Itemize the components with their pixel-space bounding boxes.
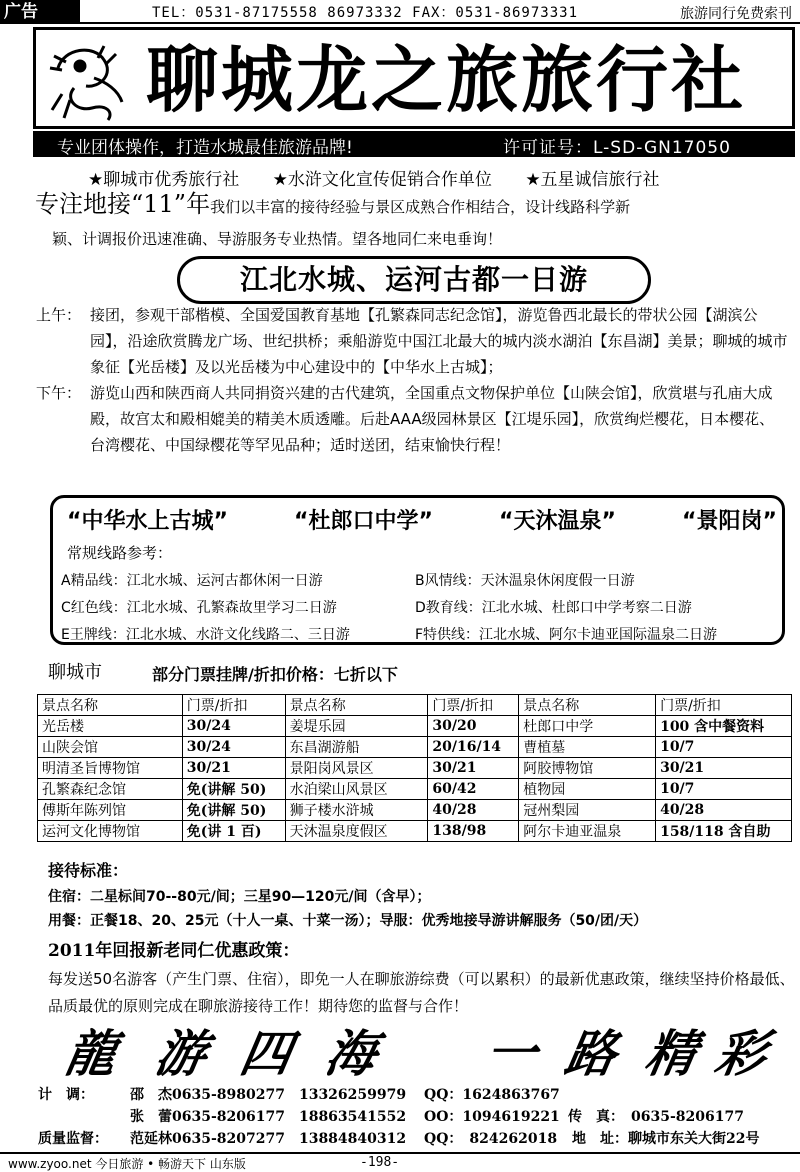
calligraphy-motto xyxy=(60,1024,772,1083)
ticket-price: 40/28 xyxy=(656,800,792,821)
intro-paragraph xyxy=(35,188,795,223)
attraction-name: 孔繁森纪念馆 xyxy=(38,779,183,800)
tour-banner xyxy=(177,256,651,304)
ticket-price: 30/21 xyxy=(428,758,519,779)
afternoon-schedule xyxy=(36,380,788,458)
lodging-standard: 住宿：二星标间70--80元/间；三星90—120元/间（含早）； xyxy=(48,889,431,905)
morning-schedule xyxy=(36,302,788,380)
standards-heading: 接待标准： xyxy=(48,861,129,880)
intro-text-2: 颖、计调报价迅速准确、导游服务专业热情。望各地同仁来电垂询！ xyxy=(52,230,503,248)
page-number: -198- xyxy=(360,1155,400,1170)
ticket-price: 30/21 xyxy=(182,758,285,779)
ticket-price: 30/21 xyxy=(656,758,792,779)
column-header: 门票/折扣 xyxy=(428,695,519,716)
route-item: D教育线：江北水城、杜郎口中学考察二日游 xyxy=(415,600,692,616)
ticket-price: 30/24 xyxy=(182,737,285,758)
tour-title: 江北水城、运河古都一日游 xyxy=(239,263,588,296)
intro-lead: 专注地接“11”年 xyxy=(35,190,211,218)
column-header: 门票/折扣 xyxy=(656,695,792,716)
top-divider xyxy=(0,22,800,24)
attraction-name: 明清圣旨博物馆 xyxy=(38,758,183,779)
column-header: 景点名称 xyxy=(38,695,183,716)
table-row xyxy=(38,779,792,800)
policy-heading: 2011年回报新老同仁优惠政策： xyxy=(48,941,300,961)
ticket-price: 30/24 xyxy=(182,716,285,737)
footer-site: www.zyoo.net 今日旅游 • 畅游天下 山东版 xyxy=(8,1157,246,1171)
ticket-price: 10/7 xyxy=(656,779,792,800)
ticket-price: 40/28 xyxy=(428,800,519,821)
attraction-name: 阿尔卡迪亚温泉 xyxy=(519,821,656,842)
ticket-price: 158/118 含自助 xyxy=(656,821,792,842)
column-header: 景点名称 xyxy=(519,695,656,716)
attraction-name: 杜郎口中学 xyxy=(519,716,656,737)
slogan: 专业团体操作，打造水城最佳旅游品牌! xyxy=(57,138,353,158)
contact-person: 邵 杰0635-8980277 13326259979 xyxy=(130,1087,407,1103)
attraction-name: 阿胶博物馆 xyxy=(519,758,656,779)
attraction-name: 光岳楼 xyxy=(38,716,183,737)
column-header: 景点名称 xyxy=(285,695,428,716)
calligraphy-char: 海 xyxy=(320,1024,382,1083)
route-item: F特供线：江北水城、阿尔卡迪亚国际温泉二日游 xyxy=(415,627,718,643)
highlight-item: “天沐温泉” xyxy=(499,509,616,534)
table-row xyxy=(38,716,792,737)
highlight-item: “景阳岗” xyxy=(682,509,777,534)
attraction-name: 水泊梁山风景区 xyxy=(285,779,428,800)
license-number: 许可证号：L-SD-GN17050 xyxy=(503,138,731,158)
contact-person: 范延林0635-8207277 13884840312 xyxy=(130,1131,407,1147)
ticket-price: 免(讲解 50) xyxy=(182,800,285,821)
attraction-name: 姜堤乐园 xyxy=(285,716,428,737)
table-row xyxy=(38,758,792,779)
contact-qq: OO：1094619221 xyxy=(424,1109,560,1125)
top-bar xyxy=(0,0,800,24)
attraction-name: 植物园 xyxy=(519,779,656,800)
contact-qq: QQ： 824262018 xyxy=(424,1131,558,1147)
quality-label: 质量监督： xyxy=(38,1131,108,1147)
table-header-row xyxy=(38,695,792,716)
calligraphy-char: 彩 xyxy=(710,1024,772,1083)
footer-divider xyxy=(0,1152,800,1154)
tel-fax: TEL：0531-87175558 86973332 FAX：0531-86973331 xyxy=(152,5,579,21)
highlight-attractions xyxy=(67,504,777,535)
route-item: A精品线：江北水城、运河古都休闲一日游 xyxy=(61,573,323,589)
route-item: E王牌线：江北水城、水浒文化线路二、三日游 xyxy=(61,627,350,643)
calligraphy-char: 路 xyxy=(560,1024,622,1083)
calligraphy-char: 一 xyxy=(480,1024,542,1083)
attraction-name: 天沐温泉度假区 xyxy=(285,821,428,842)
slogan-bar xyxy=(33,131,795,157)
route-item: B风情线：天沐温泉休闲度假一日游 xyxy=(415,573,635,589)
morning-text: 接团，参观干部楷模、全国爱国教育基地【孔繁森同志纪念馆】，游览鲁西北最长的带状公园【湖滨公园】，沿途欣赏腾龙广场、世纪拱桥；乘船游览中国江北最大的城内淡水湖泊【东昌湖】美景；聊城的城市象征【光岳楼】及以光岳楼为中心建设中的【中华水上古城】； xyxy=(90,306,788,376)
attraction-name: 景阳岗风景区 xyxy=(285,758,428,779)
ticket-price: 免(讲解 50) xyxy=(182,779,285,800)
ad-tag: 广告 xyxy=(0,0,80,24)
column-header: 门票/折扣 xyxy=(182,695,285,716)
morning-label: 上午： xyxy=(36,306,82,324)
ticket-subtitle: 部分门票挂牌/折扣价格：七折以下 xyxy=(152,665,398,684)
dining-standard: 用餐：正餐18、20、25元（十人一桌、十菜一汤）；导服：优秀地接导游讲解服务（50/团/天） xyxy=(48,913,648,929)
attraction-name: 曹植墓 xyxy=(519,737,656,758)
calligraphy-char: 游 xyxy=(150,1024,212,1083)
ticket-price: 20/16/14 xyxy=(428,737,519,758)
contact-address: 地 址：聊城市东关大街22号 xyxy=(572,1131,760,1147)
table-row xyxy=(38,800,792,821)
ticket-price: 30/20 xyxy=(428,716,519,737)
policy-text: 每发送50名游客（产生门票、住宿），即免一人在聊旅游综费（可以累积）的最新优惠政策，继续坚持价格最低、品质最优的原则完成在聊旅游接待工作！期待您的监督与合作！ xyxy=(48,970,795,1015)
ticket-price: 10/7 xyxy=(656,737,792,758)
attraction-name: 山陕会馆 xyxy=(38,737,183,758)
table-row xyxy=(38,737,792,758)
honors-line xyxy=(88,165,688,190)
afternoon-label: 下午： xyxy=(36,384,82,402)
agency-header xyxy=(33,27,795,129)
calligraphy-char: 精 xyxy=(640,1024,702,1083)
honor-item: ★五星诚信旅行社 xyxy=(525,170,660,190)
honor-item: ★水浒文化宣传促销合作单位 xyxy=(272,170,492,190)
contact-fax: 传 真： 0635-8206177 xyxy=(568,1109,744,1125)
ticket-price: 免(讲 1 百) xyxy=(182,821,285,842)
routes-box xyxy=(50,495,785,645)
attraction-name: 冠州梨园 xyxy=(519,800,656,821)
intro-text-1: 我们以丰富的接待经验与景区成熟合作相结合，设计线路科学新 xyxy=(210,198,631,216)
tour-schedule xyxy=(36,302,788,458)
dispatch-label: 计 调： xyxy=(38,1087,94,1103)
attraction-name: 狮子楼水浒城 xyxy=(285,800,428,821)
routes-heading: 常规线路参考： xyxy=(67,544,173,562)
agency-name: 聊城龙之旅旅行社 xyxy=(146,37,747,122)
attraction-name: 运河文化博物馆 xyxy=(38,821,183,842)
ticket-city: 聊城市 xyxy=(48,662,102,683)
ticket-price: 100 含中餐资料 xyxy=(656,716,792,737)
contact-person: 张 蕾0635-8206177 18863541552 xyxy=(130,1109,407,1125)
calligraphy-char: 四 xyxy=(235,1024,297,1083)
attraction-name: 东昌湖游船 xyxy=(285,737,428,758)
ticket-price: 138/98 xyxy=(428,821,519,842)
dragon-logo-icon xyxy=(44,38,128,124)
honor-item: ★聊城市优秀旅行社 xyxy=(88,170,240,190)
attraction-name: 傅斯年陈列馆 xyxy=(38,800,183,821)
table-row xyxy=(38,821,792,842)
highlight-item: “杜郎口中学” xyxy=(294,509,433,534)
ticket-price: 60/42 xyxy=(428,779,519,800)
contact-qq: QQ：1624863767 xyxy=(424,1087,560,1103)
calligraphy-char: 龍 xyxy=(60,1024,122,1083)
highlight-item: “中华水上古城” xyxy=(67,509,228,534)
route-item: C红色线：江北水城、孔繁森故里学习二日游 xyxy=(61,600,337,616)
ticket-table xyxy=(37,694,792,842)
free-catalog-note: 旅游同行免费索刊 xyxy=(680,6,792,22)
afternoon-text: 游览山西和陕西商人共同捐资兴建的古代建筑，全国重点文物保护单位【山陕会馆】，欣赏堪与孔庙大成殿，故宫太和殿相媲美的精美木质透雕。后赴AAA级园林景区【江堤乐园】，欣赏绚烂樱花，日本樱花、台湾樱花、中国绿樱花等罕见品种；适时送团，结束愉快行程！ xyxy=(90,384,775,454)
